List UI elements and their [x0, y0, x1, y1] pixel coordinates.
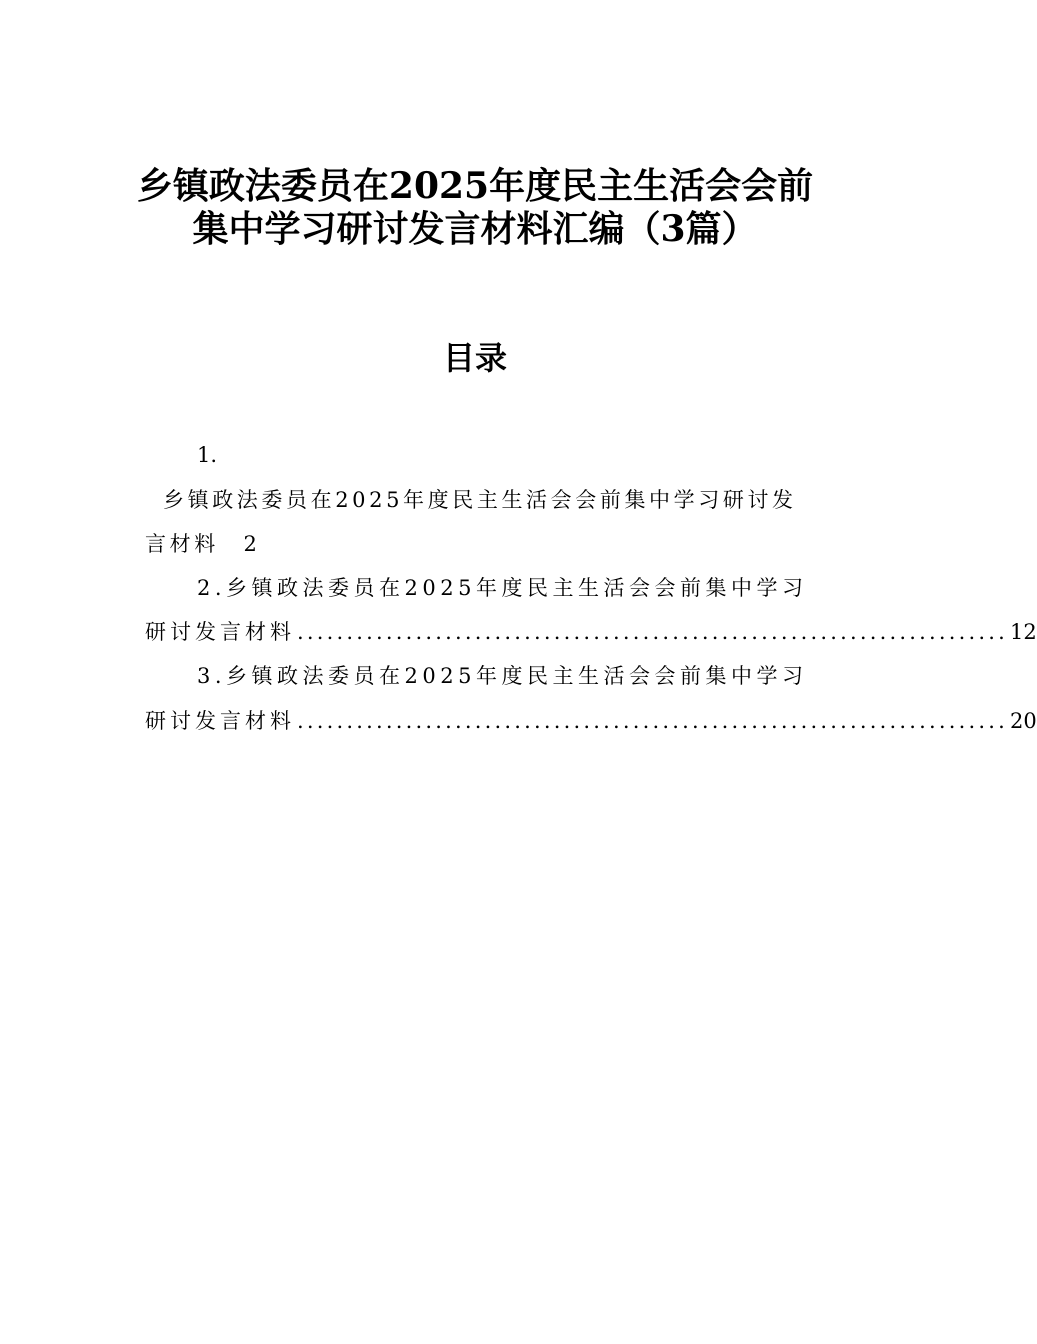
toc-entry-page-number: 2: [243, 532, 257, 556]
document-title-line-2: 集中学习研讨发言材料汇编（3篇）: [192, 208, 758, 250]
toc-entry-number: 3.: [197, 664, 227, 688]
toc-entry-1-number[interactable]: [145, 440, 807, 470]
toc-entry-text: 乡镇政法委员在2025年度民主生活会会前集中学习研讨发: [163, 488, 797, 512]
toc-entry-text: 乡镇政法委员在2025年度民主生活会会前集中学习: [226, 576, 808, 600]
toc-entry-3-line-2[interactable]: [145, 706, 1037, 736]
toc-entry-2-line-2[interactable]: [145, 617, 1037, 647]
toc-entry-3-line-1[interactable]: [145, 661, 807, 691]
toc-entry-number: 2.: [197, 576, 227, 600]
toc-entry-page-number: 12: [1010, 620, 1037, 644]
toc-entry-text: 言材料: [145, 532, 219, 556]
document-title-line-1: 乡镇政法委员在2025年度民主生活会会前: [136, 165, 814, 207]
toc-leader-dots: ........................................................................: [297, 620, 1009, 644]
toc-leader-dots: ........................................................................: [297, 709, 1009, 733]
toc-entry-text: 研讨发言材料: [145, 620, 295, 644]
toc-entry-page-number: 20: [1010, 709, 1037, 733]
toc-entry-number: 1.: [197, 443, 218, 467]
toc-entry-text: 研讨发言材料: [145, 709, 295, 733]
toc-heading: 目录: [442, 339, 507, 377]
toc-entry-text: 乡镇政法委员在2025年度民主生活会会前集中学习: [226, 664, 808, 688]
toc-entry-2-line-1[interactable]: [145, 573, 807, 603]
toc-entry-1-line-1[interactable]: [145, 485, 807, 515]
toc-entry-1-line-2[interactable]: [145, 529, 807, 559]
